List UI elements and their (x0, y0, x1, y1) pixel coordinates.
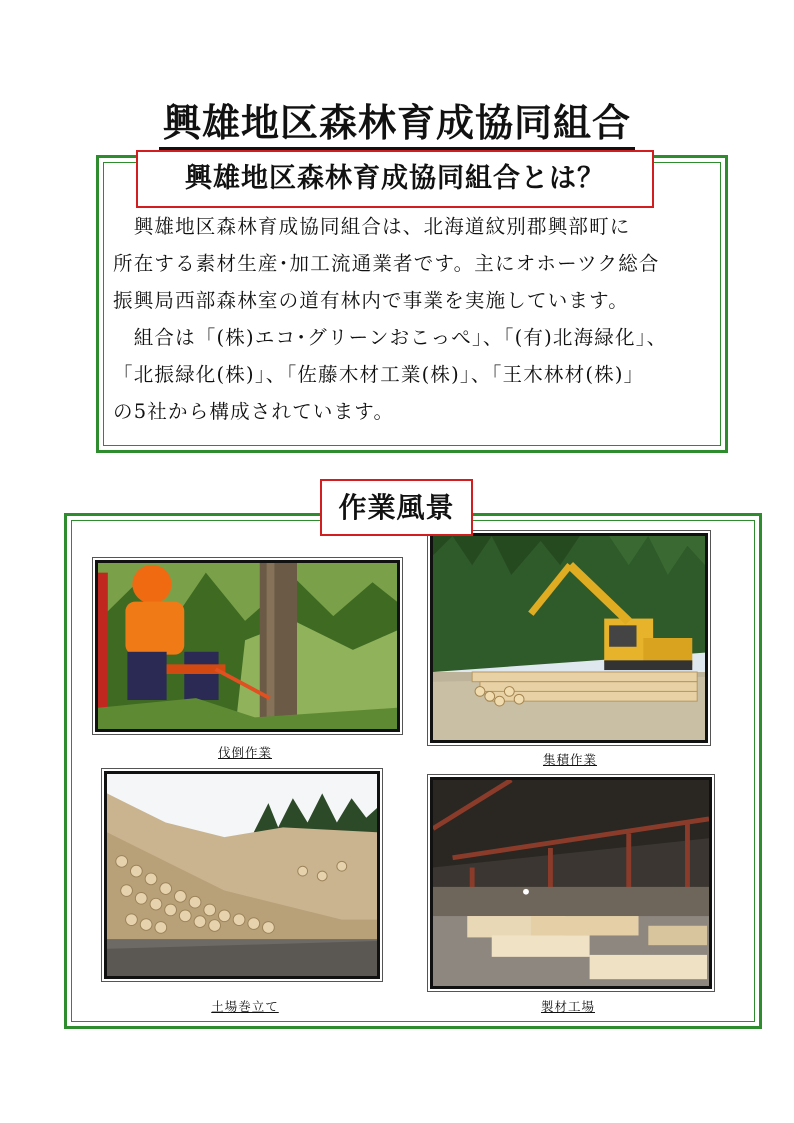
caption-felling: 伐倒作業 (217, 745, 272, 760)
intro-line: 興雄地区森林育成協同組合は、北海道紋別郡興部町に (113, 215, 631, 238)
scenes-heading: 作業風景 (320, 479, 473, 536)
log-yard-photo (104, 771, 380, 979)
intro-line: 振興局西部森林室の道有林内で事業を実施しています。 (113, 289, 629, 312)
page-title: 興雄地区森林育成協同組合 (159, 101, 635, 150)
intro-line: 「北振緑化(株)」、「佐藤木材工業(株)」、「王木林材(株)」 (113, 363, 645, 386)
felling-photo (95, 560, 400, 732)
caption-log-yard: 土場巻立て (211, 999, 279, 1014)
stacking-photo (430, 533, 708, 743)
intro-heading: 興雄地区森林育成協同組合とは？ (136, 150, 654, 208)
caption-stacking: 集積作業 (542, 752, 597, 767)
intro-line: 所在する素材生産･加工流通業者です。主にオホーツク総合 (113, 252, 660, 275)
caption-sawmill: 製材工場 (540, 999, 595, 1014)
page-title-wrap (0, 92, 794, 147)
intro-line: 組合は「(株)エコ･グリーンおこっぺ」、「(有)北海緑化」、 (113, 326, 668, 349)
intro-line: の5社から構成されています。 (113, 400, 395, 423)
intro-text (113, 208, 713, 430)
sawmill-photo (430, 777, 712, 989)
